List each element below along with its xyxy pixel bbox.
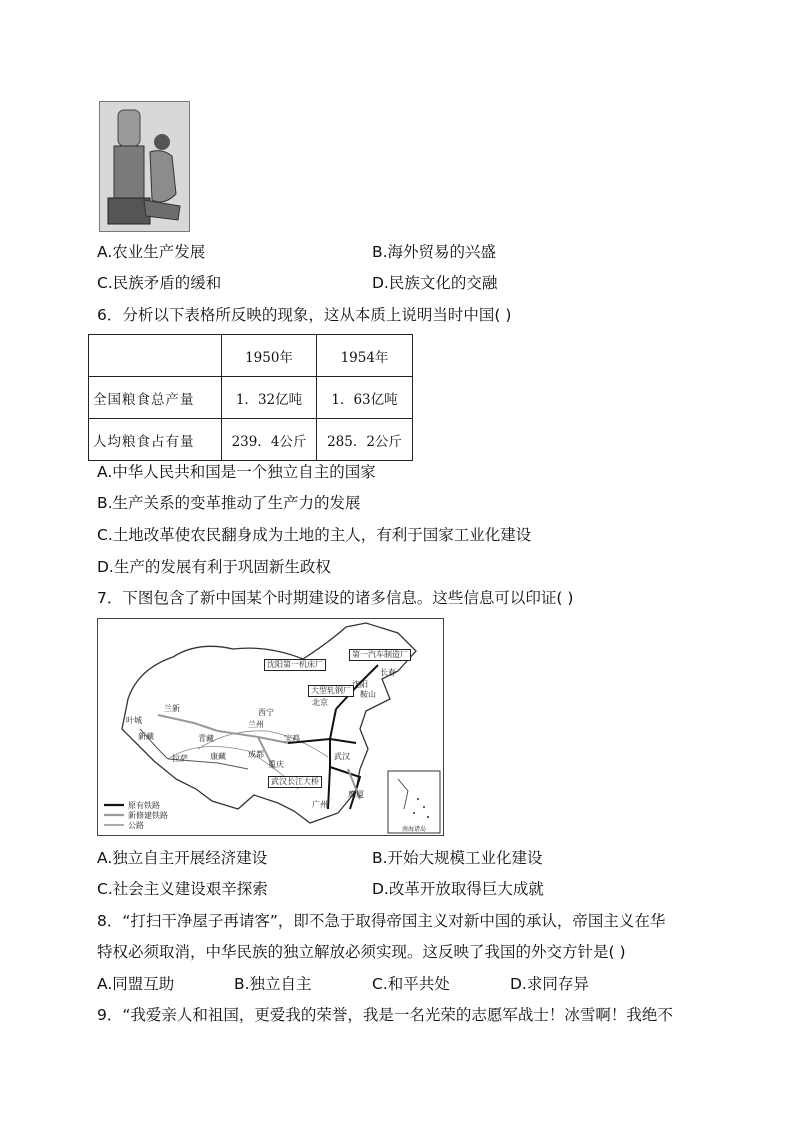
map-inset-label: 南海诸岛	[402, 826, 427, 833]
figure-painting-icon	[99, 101, 190, 232]
map-legend-label: 公路	[128, 821, 144, 830]
map-city-label: 鞍山	[360, 690, 376, 699]
map-city-label: 拉萨	[172, 754, 188, 763]
map-city-label: 康藏	[210, 752, 226, 761]
table-header-cell: 1950年	[222, 335, 317, 377]
map-legend-label: 原有铁路	[128, 801, 160, 810]
map-city-label: 鹰厦	[348, 790, 364, 799]
grain-table	[88, 334, 413, 461]
table-cell: 全国粮食总产量	[89, 377, 222, 419]
q7-option-b: B.开始大规模工业化建设	[372, 849, 543, 867]
table-cell: 239．4公斤	[222, 419, 317, 461]
map-city-label: 成都	[248, 750, 264, 759]
q6-stem: 6．分析以下表格所反映的现象，这从本质上说明当时中国( )	[97, 306, 512, 324]
q9-stem-line1: 9．“我爱亲人和祖国，更爱我的荣誉，我是一名光荣的志愿军战士！冰雪啊！我绝不	[97, 1006, 673, 1024]
map-city-label: 叶城	[126, 716, 142, 725]
q8-option-a: A.同盟互助	[97, 975, 175, 993]
map-city-label: 兰新	[164, 704, 180, 713]
map-city-label: 广州	[312, 800, 328, 809]
map-city-label: 长春	[380, 668, 396, 677]
table-cell: 285．2公斤	[317, 419, 413, 461]
q8-option-b: B.独立自主	[234, 975, 312, 993]
map-city-label: 重庆	[268, 760, 284, 769]
map-city-label: 兰州	[248, 720, 264, 729]
table-cell: 1．63亿吨	[317, 377, 413, 419]
map-city-label: 新藏	[138, 732, 154, 741]
map-boxed-label: 大型轧钢厂	[308, 685, 354, 697]
map-legend-label: 新修建铁路	[128, 811, 168, 820]
q6-option-a: A.中华人民共和国是一个独立自主的国家	[97, 463, 376, 481]
map-city-label: 西宁	[258, 708, 274, 717]
q8-option-d: D.求同存异	[510, 975, 589, 993]
map-boxed-label: 沈阳第一机床厂	[264, 659, 326, 671]
painting-illustration	[100, 102, 189, 231]
table-row	[89, 377, 413, 419]
map-city-label: 青藏	[198, 734, 214, 743]
q8-stem-line2: 特权必须取消，中华民族的独立解放必须实现。这反映了我国的外交方针是( )	[97, 943, 626, 961]
q6-option-d: D.生产的发展有利于巩固新生政权	[97, 558, 331, 576]
q5-option-d: D.民族文化的交融	[372, 274, 498, 292]
q8-stem-line1: 8．“打扫干净屋子再请客”，即不急于取得帝国主义对新中国的承认，帝国主义在华	[97, 912, 666, 930]
q7-option-c: C.社会主义建设艰辛探索	[97, 880, 268, 898]
china-map	[97, 618, 444, 836]
q7-option-d: D.改革开放取得巨大成就	[372, 880, 544, 898]
map-city-label: 武汉	[334, 752, 350, 761]
map-city-label: 北京	[312, 698, 328, 707]
q5-option-c: C.民族矛盾的缓和	[97, 274, 222, 292]
q6-option-c: C.土地改革使农民翻身成为土地的主人，有利于国家工业化建设	[97, 526, 532, 544]
map-city-label: 沈阳	[352, 680, 368, 689]
table-header-cell: 1954年	[317, 335, 413, 377]
q7-stem: 7．下图包含了新中国某个时期建设的诸多信息。这些信息可以印证( )	[97, 589, 574, 607]
q5-option-b: B.海外贸易的兴盛	[372, 243, 497, 261]
q6-option-b: B.生产关系的变革推动了生产力的发展	[97, 494, 361, 512]
map-city-label: 宝鸡	[284, 734, 300, 743]
table-header-row	[89, 335, 413, 377]
table-header-cell	[89, 335, 222, 377]
map-boxed-label: 武汉长江大桥	[268, 776, 322, 788]
q8-option-c: C.和平共处	[372, 975, 450, 993]
q7-option-a: A.独立自主开展经济建设	[97, 849, 268, 867]
q5-option-a: A.农业生产发展	[97, 243, 206, 261]
table-row	[89, 419, 413, 461]
table-cell: 人均粮食占有量	[89, 419, 222, 461]
table-cell: 1．32亿吨	[222, 377, 317, 419]
map-boxed-label: 第一汽车制造厂	[349, 649, 411, 661]
